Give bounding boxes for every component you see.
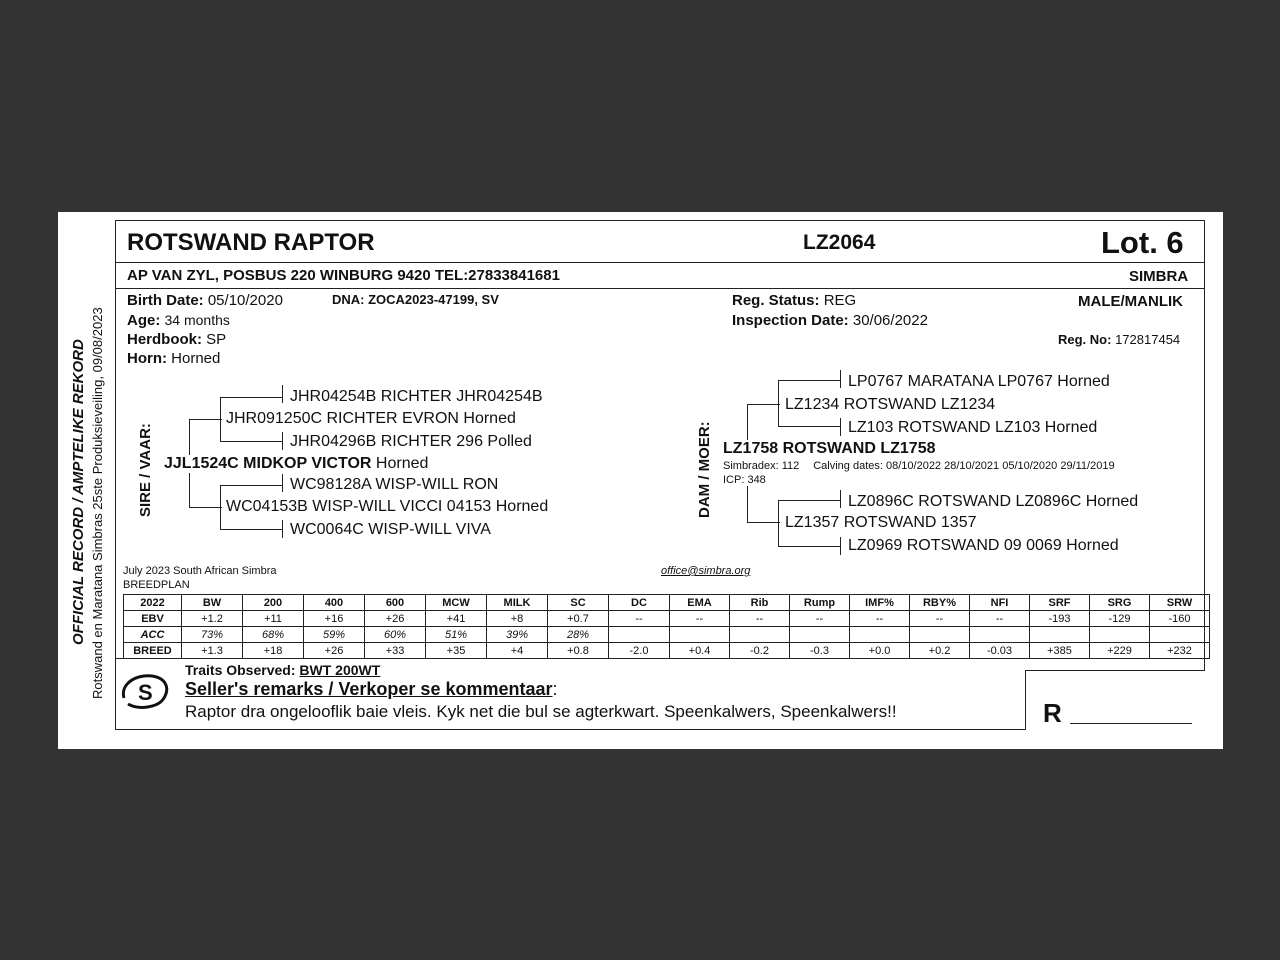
table-cell: +16 xyxy=(304,611,365,627)
divider xyxy=(115,658,1205,659)
table-cell: +26 xyxy=(304,643,365,659)
price-input-line[interactable] xyxy=(1070,723,1192,724)
col-header: 600 xyxy=(365,595,426,611)
pedigree-line xyxy=(189,419,222,420)
remarks-text: Raptor dra ongelooflik baie vleis. Kyk net die bul se agterkwart. Speenkalwers, Speenkalwers!! xyxy=(185,702,897,721)
reg-number: Reg. No: 172817454 xyxy=(1058,332,1181,347)
side-caption xyxy=(58,212,118,749)
table-cell: 28% xyxy=(548,627,609,643)
pedigree-line xyxy=(840,370,841,388)
table-cell: +8 xyxy=(487,611,548,627)
col-header: SRW xyxy=(1150,595,1210,611)
table-cell: -- xyxy=(790,611,850,627)
table-cell xyxy=(790,627,850,643)
table-cell: -2.0 xyxy=(609,643,670,659)
dam-sire-sire: LP0767 MARATANA LP0767 Horned xyxy=(848,373,1110,390)
owner-address: AP VAN ZYL, POSBUS 220 WINBURG 9420 TEL:27833841681 xyxy=(127,267,560,284)
row-header: ACC xyxy=(124,627,182,643)
pedigree-line xyxy=(747,522,780,523)
col-header: 200 xyxy=(243,595,304,611)
table-cell: 60% xyxy=(365,627,426,643)
horn: Horn: Horned xyxy=(127,350,221,367)
table-cell: +0.4 xyxy=(670,643,730,659)
breedplan-source: July 2023 South African Simbra xyxy=(123,565,277,577)
table-cell: 39% xyxy=(487,627,548,643)
birth-date: Birth Date: 05/10/2020 xyxy=(127,292,283,309)
event-label: Rotswand en Maratana Simbras 25ste Produksieveiling, 09/08/2023 xyxy=(90,307,105,699)
reg-status: Reg. Status: REG xyxy=(732,292,857,309)
table-cell: -- xyxy=(970,611,1030,627)
table-row xyxy=(124,643,1210,659)
col-header: DC xyxy=(609,595,670,611)
pedigree-line xyxy=(747,404,748,440)
table-cell: +26 xyxy=(365,611,426,627)
simbra-logo-icon xyxy=(118,670,172,712)
table-cell: -- xyxy=(850,611,910,627)
col-header: SC xyxy=(548,595,609,611)
pedigree-line xyxy=(282,474,283,492)
table-row xyxy=(124,627,1210,643)
pedigree-line xyxy=(778,546,840,547)
table-cell: 68% xyxy=(243,627,304,643)
breedplan-table xyxy=(123,594,1210,659)
table-cell xyxy=(970,627,1030,643)
sire-sire-dam: JHR04296B RICHTER 296 Polled xyxy=(290,433,532,450)
table-cell xyxy=(1150,627,1210,643)
remarks-heading: Seller's remarks / Verkoper se kommentaar: xyxy=(185,679,558,699)
table-row xyxy=(124,611,1210,627)
pedigree-line xyxy=(282,385,283,403)
col-header: IMF% xyxy=(850,595,910,611)
registration-id: LZ2064 xyxy=(803,231,876,254)
price-label: R xyxy=(1043,698,1062,728)
row-header: EBV xyxy=(124,611,182,627)
sex-label: MALE/MANLIK xyxy=(1078,293,1183,310)
dam-name: LZ1758 ROTSWAND LZ1758 xyxy=(723,440,936,457)
pedigree-line xyxy=(189,419,190,455)
dam-sire-dam: LZ103 ROTSWAND LZ103 Horned xyxy=(848,419,1098,436)
table-cell: +0.8 xyxy=(548,643,609,659)
dam-dam-sire: LZ0896C ROTSWAND LZ0896C Horned xyxy=(848,493,1139,510)
table-cell: -129 xyxy=(1090,611,1150,627)
sire-name: JJL1524C MIDKOP VICTOR Horned xyxy=(164,455,429,472)
table-cell: +1.3 xyxy=(182,643,243,659)
table-cell: -- xyxy=(730,611,790,627)
table-cell: -0.03 xyxy=(970,643,1030,659)
table-cell: 51% xyxy=(426,627,487,643)
pedigree-line xyxy=(840,537,841,555)
herdbook: Herdbook: SP xyxy=(127,331,227,348)
table-cell xyxy=(1090,627,1150,643)
table-cell: +229 xyxy=(1090,643,1150,659)
animal-name: ROTSWAND RAPTOR xyxy=(127,229,375,256)
col-header: 2022 xyxy=(124,595,182,611)
inspection-date: Inspection Date: 30/06/2022 xyxy=(732,312,928,329)
col-header: RBY% xyxy=(910,595,970,611)
row-header: BREED xyxy=(124,643,182,659)
sire-sire-parent: JHR091250C RICHTER EVRON Horned xyxy=(226,410,516,427)
col-header: MCW xyxy=(426,595,487,611)
col-header: 400 xyxy=(304,595,365,611)
table-cell: -- xyxy=(609,611,670,627)
table-cell: +33 xyxy=(365,643,426,659)
age: Age: 34 months xyxy=(127,312,230,329)
pedigree-line xyxy=(778,426,840,427)
table-cell xyxy=(730,627,790,643)
table-cell: -0.3 xyxy=(790,643,850,659)
dam-label: DAM / MOER: xyxy=(696,421,713,518)
divider xyxy=(115,262,1205,263)
breedplan-name: BREEDPLAN xyxy=(123,579,190,591)
dna-code: DNA: ZOCA2023-47199, SV xyxy=(332,292,499,307)
divider xyxy=(115,288,1205,289)
table-cell: -- xyxy=(910,611,970,627)
col-header: SRG xyxy=(1090,595,1150,611)
table-cell: +0.7 xyxy=(548,611,609,627)
pedigree-line xyxy=(220,397,282,398)
table-cell: -0.2 xyxy=(730,643,790,659)
dam-icp: ICP: 348 xyxy=(723,474,766,486)
table-cell: +385 xyxy=(1030,643,1090,659)
traits-observed: Traits Observed: BWT 200WT xyxy=(185,662,381,678)
sire-dam-dam: WC0064C WISP-WILL VIVA xyxy=(290,521,491,538)
logo-letter: S xyxy=(138,680,153,705)
pedigree-line xyxy=(282,520,283,538)
table-cell: +11 xyxy=(243,611,304,627)
table-cell xyxy=(1030,627,1090,643)
table-cell xyxy=(910,627,970,643)
sire-sire: JHR04254B RICHTER JHR04254B xyxy=(290,388,543,405)
col-header: Rump xyxy=(790,595,850,611)
sire-dam: WC04153B WISP-WILL VICCI 04153 Horned xyxy=(226,498,549,515)
pedigree-line xyxy=(747,486,748,522)
table-cell: +35 xyxy=(426,643,487,659)
col-header: EMA xyxy=(670,595,730,611)
dam-dam-dam: LZ0969 ROTSWAND 09 0069 Horned xyxy=(848,537,1119,554)
col-header: SRF xyxy=(1030,595,1090,611)
lot-number: Lot. 6 xyxy=(1101,225,1184,260)
pedigree-line xyxy=(778,380,840,381)
pedigree-line xyxy=(189,507,222,508)
table-cell: 59% xyxy=(304,627,365,643)
pedigree-line xyxy=(778,500,840,501)
table-cell: +0.2 xyxy=(910,643,970,659)
breed-label: SIMBRA xyxy=(1129,268,1189,285)
table-cell: +1.2 xyxy=(182,611,243,627)
col-header: BW xyxy=(182,595,243,611)
pedigree-line xyxy=(282,432,283,450)
pedigree-line xyxy=(840,490,841,508)
pedigree-line xyxy=(778,380,779,426)
table-cell: -- xyxy=(670,611,730,627)
pedigree-line xyxy=(220,485,282,486)
table-cell: -160 xyxy=(1150,611,1210,627)
pedigree-line xyxy=(778,500,779,546)
official-record-label: OFFICIAL RECORD / AMPTELIKE REKORD xyxy=(70,339,87,645)
dam-sire: LZ1234 ROTSWAND LZ1234 xyxy=(785,396,996,413)
table-cell: 73% xyxy=(182,627,243,643)
table-cell xyxy=(670,627,730,643)
email-link[interactable]: office@simbra.org xyxy=(661,565,751,577)
col-header: Rib xyxy=(730,595,790,611)
table-cell: +18 xyxy=(243,643,304,659)
col-header: NFI xyxy=(970,595,1030,611)
col-header: MILK xyxy=(487,595,548,611)
pedigree-line xyxy=(189,473,190,507)
table-cell: +4 xyxy=(487,643,548,659)
table-cell: +0.0 xyxy=(850,643,910,659)
table-cell: +41 xyxy=(426,611,487,627)
sire-dam-sire: WC98128A WISP-WILL RON xyxy=(290,476,499,493)
table-cell xyxy=(850,627,910,643)
table-cell: +232 xyxy=(1150,643,1210,659)
pedigree-line xyxy=(747,404,780,405)
table-cell xyxy=(609,627,670,643)
dam-dam: LZ1357 ROTSWAND 1357 xyxy=(785,514,977,531)
pedigree-line xyxy=(220,529,282,530)
pedigree-line xyxy=(220,441,282,442)
dam-stats: Simbradex: 112 Calving dates: 08/10/2022 28/10/2021 05/10/2020 29/11/2019 xyxy=(723,460,1115,472)
pedigree-line xyxy=(840,418,841,436)
sire-label: SIRE / VAAR: xyxy=(137,423,154,517)
table-cell: -193 xyxy=(1030,611,1090,627)
pedigree-line xyxy=(220,485,221,529)
